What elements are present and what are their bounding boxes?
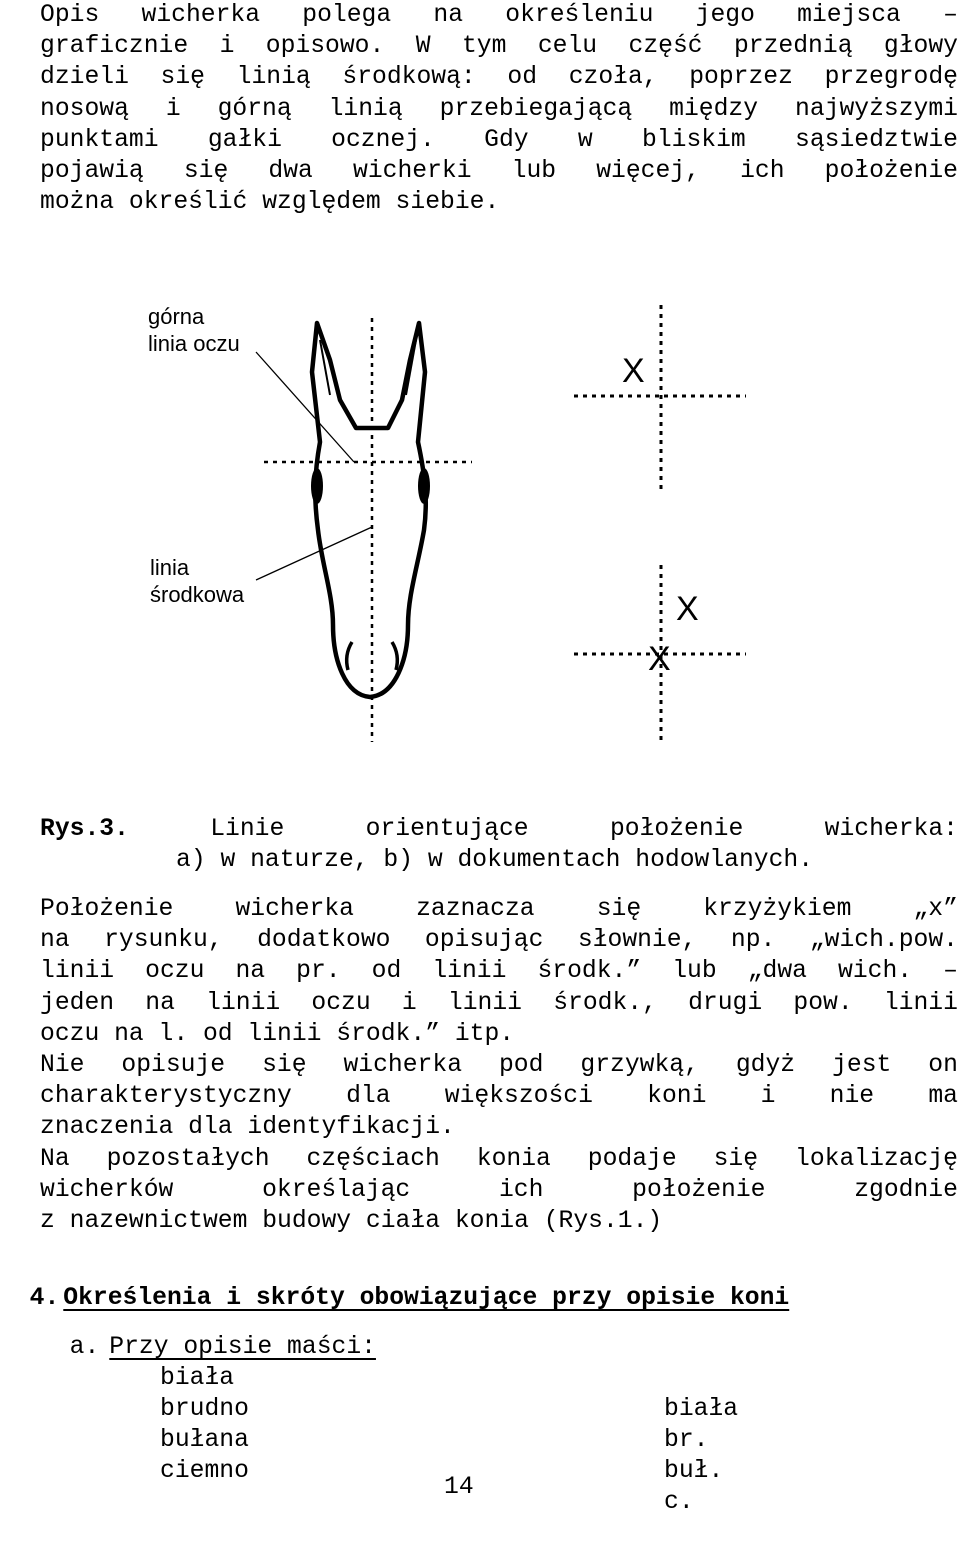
word: grzywką, — [580, 1050, 699, 1079]
word: przednią — [733, 32, 853, 61]
word: przebiegającą — [439, 94, 633, 123]
word: punktami — [40, 125, 159, 154]
word: graficznie — [40, 32, 189, 61]
word: środkową: — [342, 63, 476, 92]
word: przegrodę — [824, 63, 958, 92]
word: Na — [40, 1144, 70, 1173]
word: od — [507, 63, 538, 92]
word: linii — [206, 988, 281, 1017]
text-line — [40, 1112, 958, 1143]
word: między — [669, 94, 759, 123]
word: on — [928, 1050, 958, 1079]
word: Położenie — [40, 895, 174, 923]
word: krzyżykiem — [703, 895, 852, 923]
word: zgodnie — [854, 1175, 958, 1204]
word: bliskim — [642, 125, 746, 154]
word: lub — [672, 957, 717, 986]
word: linią — [328, 94, 403, 123]
term: bułana — [160, 1426, 249, 1454]
whorl-mark-b2: X — [648, 640, 671, 678]
word: na — [235, 957, 266, 986]
text-line — [40, 1144, 958, 1175]
subsection-title: Przy opisie maści: — [109, 1333, 376, 1361]
word: zaznacza — [416, 895, 535, 923]
word: drugi — [688, 988, 763, 1017]
word: W — [415, 32, 431, 61]
text-line — [40, 94, 958, 125]
text-line — [40, 156, 958, 187]
word: się — [160, 63, 205, 92]
word: wicherka — [235, 895, 354, 923]
word: pr. — [296, 957, 341, 986]
word: jego — [695, 1, 755, 29]
word: ma — [928, 1082, 958, 1111]
text-line — [40, 31, 958, 62]
text-line — [40, 1175, 958, 1206]
word: dodatkowo — [257, 926, 391, 955]
caption-word: Linie — [210, 815, 285, 843]
word: „x” — [913, 895, 958, 923]
pointer-upper — [256, 352, 354, 462]
word: środk.” — [537, 957, 642, 986]
text-line — [40, 988, 958, 1019]
word: opisując — [424, 926, 544, 955]
section-title: Określenia i skróty obowiązujące przy opisie koni — [63, 1284, 790, 1312]
word: wicherka — [343, 1050, 463, 1079]
word: najwyższymi — [795, 94, 958, 123]
word: na — [145, 988, 175, 1017]
word: gdyż — [735, 1050, 796, 1079]
main-paragraph — [40, 894, 958, 1237]
word: charakterystyczny — [40, 1082, 292, 1111]
left-nostril — [347, 642, 352, 670]
word: część — [628, 32, 703, 61]
word: na — [40, 926, 70, 955]
word: linią — [236, 63, 311, 92]
caption-line-2: a) w naturze, b) w dokumentach hodowlanych. — [176, 846, 814, 874]
word: Nie — [40, 1050, 85, 1079]
term: brudno — [160, 1395, 249, 1423]
word: i — [760, 1082, 776, 1111]
word: „dwa — [747, 957, 807, 986]
caption-word: orientujące — [365, 815, 529, 843]
caption-line-1 — [40, 814, 958, 845]
word: np. — [730, 926, 776, 955]
intro-paragraph — [40, 0, 958, 218]
whorl-mark-b1: X — [676, 590, 699, 628]
text-line — [40, 187, 958, 218]
term: biała — [160, 1364, 235, 1392]
text-line — [40, 894, 958, 925]
figure-rys3 — [0, 290, 960, 760]
word: ich — [740, 156, 785, 185]
word: nie — [829, 1082, 875, 1111]
text-line — [40, 925, 958, 956]
label-middle-line-1: linia — [150, 555, 190, 580]
word: – — [943, 957, 958, 986]
right-nostril — [392, 642, 397, 670]
word: sąsiedztwie — [795, 125, 958, 154]
word: dzieli — [40, 63, 129, 92]
word: ich — [498, 1175, 544, 1204]
word: koni — [647, 1082, 707, 1111]
word: górną — [217, 94, 292, 123]
label-upper-eye-line-1: górna — [148, 304, 205, 329]
word: gałki — [207, 125, 282, 154]
word: określeniu — [505, 1, 654, 29]
word: wicherka — [141, 1, 261, 29]
word: nosową — [40, 94, 129, 123]
word: można określić względem siebie. — [40, 188, 500, 217]
word: konia — [476, 1144, 551, 1173]
page-number: 14 — [444, 1473, 474, 1501]
text-line — [40, 0, 958, 31]
word: miejsca — [797, 1, 901, 29]
word: ocznej. — [331, 125, 435, 154]
word: linii — [432, 957, 507, 986]
term-abbr: c. — [664, 1488, 694, 1516]
left-eye — [311, 468, 323, 504]
word: się — [262, 1050, 307, 1079]
term-abbr: buł. — [664, 1457, 724, 1485]
word: poprzez — [689, 63, 793, 92]
word: linii — [883, 988, 958, 1017]
word: podaje — [587, 1144, 677, 1173]
word: lokalizację — [795, 1144, 958, 1173]
word: jest — [832, 1050, 892, 1079]
word: czoła, — [568, 63, 658, 92]
word: linii — [447, 988, 522, 1017]
pointer-middle — [256, 527, 372, 580]
word: oczu na l. od linii środk.” itp. — [40, 1019, 515, 1048]
word: oczu — [145, 957, 205, 986]
word: w — [577, 125, 593, 154]
word: dwa — [268, 156, 313, 185]
text-line — [40, 1206, 958, 1237]
word: określając — [262, 1175, 411, 1204]
word: pod — [498, 1050, 544, 1079]
word: wicherki — [353, 156, 472, 185]
text-line — [40, 1081, 958, 1112]
whorl-mark-a: X — [622, 352, 645, 390]
word: większości — [444, 1082, 593, 1111]
caption-word: wicherka: — [824, 815, 958, 843]
word: słownie, — [577, 926, 697, 955]
word: tym — [461, 32, 507, 61]
word: i — [219, 32, 235, 61]
caption-label: Rys.3. — [40, 815, 129, 843]
word: – — [943, 1, 958, 29]
subsection-a-heading — [40, 1301, 958, 1361]
word: z nazewnictwem budowy ciała konia (Rys.1.) — [40, 1206, 663, 1235]
term-abbr: br. — [664, 1426, 709, 1454]
word: linii — [40, 957, 115, 986]
label-middle-line-2: środkowa — [150, 582, 245, 607]
label-upper-eye-line-2: linia oczu — [148, 331, 240, 356]
word: i — [165, 94, 181, 123]
word: oczu — [311, 988, 371, 1017]
word: się — [596, 895, 642, 923]
word: rysunku, — [104, 926, 223, 955]
word: opisuje — [121, 1050, 226, 1079]
word: lub — [511, 156, 557, 185]
word: głowy — [883, 32, 958, 61]
text-line — [40, 62, 958, 93]
caption-word: położenie — [609, 815, 744, 843]
word: dla — [346, 1082, 391, 1111]
word: pow. — [793, 988, 853, 1017]
word: od — [371, 957, 402, 986]
text-line — [40, 125, 958, 156]
word: polega — [302, 1, 392, 29]
word: celu — [537, 32, 598, 61]
word: więcej, — [596, 156, 700, 185]
word: znaczenia dla identyfikacji. — [40, 1113, 455, 1142]
word: „wich.pow. — [809, 926, 958, 955]
word: pojawią — [40, 156, 144, 185]
word: Opis — [40, 1, 100, 29]
text-line — [40, 1050, 958, 1081]
word: częściach — [306, 1144, 440, 1173]
term-abbr: biała — [664, 1395, 739, 1423]
word: środk., — [553, 988, 657, 1017]
section-number: 4. — [29, 1284, 60, 1312]
word: opisowo. — [265, 32, 385, 61]
text-line — [40, 1019, 958, 1050]
term: ciemno — [160, 1457, 249, 1485]
word: położenie — [824, 156, 958, 185]
right-eye — [418, 468, 430, 504]
word: pozostałych — [106, 1144, 270, 1173]
word: się — [713, 1144, 759, 1173]
subsection-letter: a. — [69, 1333, 100, 1361]
word: i — [401, 988, 417, 1017]
word: wicherków — [40, 1175, 174, 1204]
section-4-heading — [0, 1252, 950, 1312]
word: jeden — [40, 988, 115, 1017]
text-line — [40, 956, 958, 987]
word: na — [433, 1, 464, 29]
word: się — [183, 156, 229, 185]
word: położenie — [632, 1175, 766, 1204]
word: wich. — [838, 957, 913, 986]
word: Gdy — [484, 125, 529, 154]
